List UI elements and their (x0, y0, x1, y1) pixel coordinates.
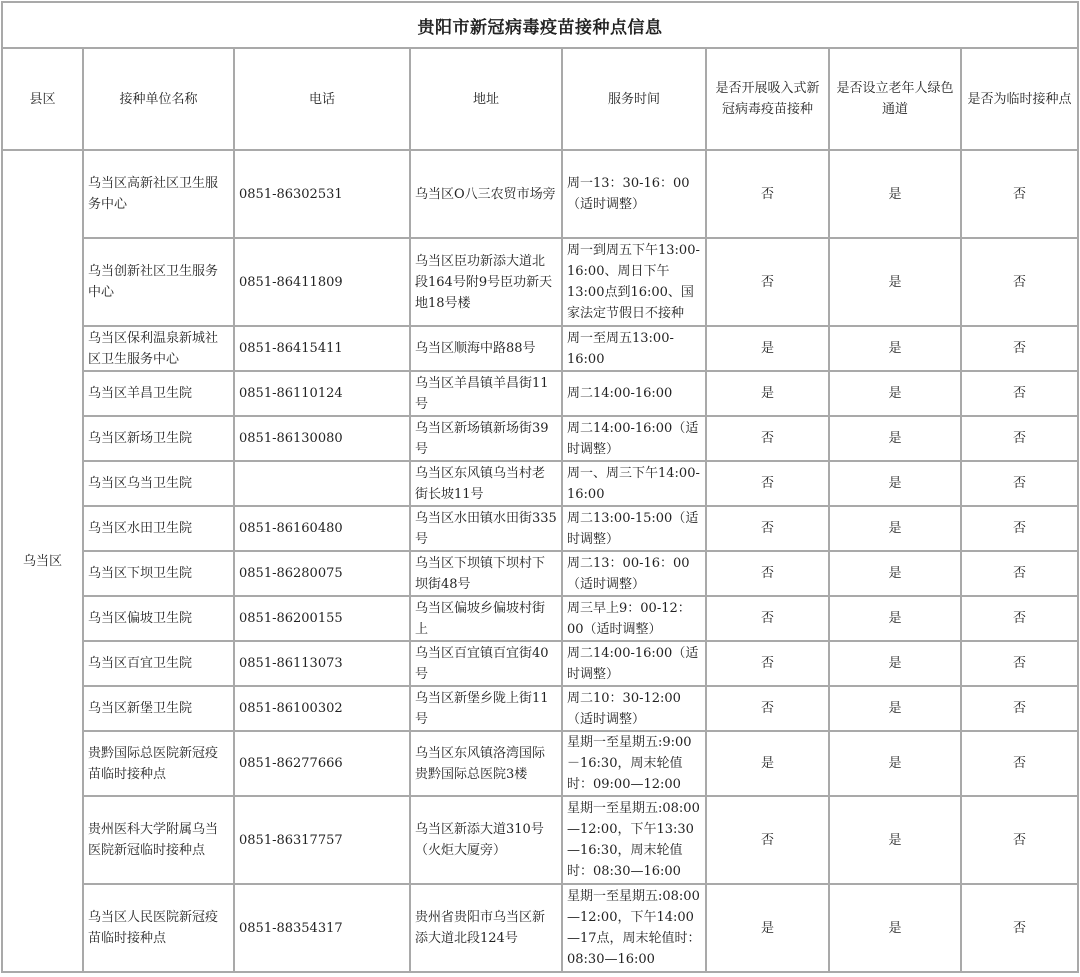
header-unit-name: 接种单位名称 (83, 48, 234, 150)
inhaled-vaccine-cell: 否 (706, 596, 829, 641)
vaccination-sites-table (1, 1, 1079, 973)
temporary-site-cell: 否 (961, 506, 1078, 551)
service-hours-cell: 周一到周五下午13:00-16:00、周日下午13:00点到16:00、国家法定节假日不接种 (562, 238, 706, 326)
inhaled-vaccine-cell: 是 (706, 731, 829, 796)
address-cell: 乌当区顺海中路88号 (410, 326, 562, 371)
header-elderly-green-channel: 是否设立老年人绿色通道 (829, 48, 961, 150)
table-row (2, 686, 1078, 731)
table-row (2, 461, 1078, 506)
header-address: 地址 (410, 48, 562, 150)
unit-name-cell: 贵黔国际总医院新冠疫苗临时接种点 (83, 731, 234, 796)
inhaled-vaccine-cell: 否 (706, 551, 829, 596)
elderly-green-channel-cell: 是 (829, 796, 961, 884)
table-row (2, 551, 1078, 596)
elderly-green-channel-cell: 是 (829, 461, 961, 506)
service-hours-cell: 周二14:00-16:00（适时调整） (562, 641, 706, 686)
elderly-green-channel-cell: 是 (829, 238, 961, 326)
phone-cell: 0851-86130080 (234, 416, 410, 461)
temporary-site-cell: 否 (961, 461, 1078, 506)
temporary-site-cell: 否 (961, 884, 1078, 972)
temporary-site-cell: 否 (961, 796, 1078, 884)
elderly-green-channel-cell: 是 (829, 371, 961, 416)
unit-name-cell: 乌当区百宜卫生院 (83, 641, 234, 686)
address-cell: 乌当区新场镇新场街39号 (410, 416, 562, 461)
temporary-site-cell: 否 (961, 150, 1078, 238)
inhaled-vaccine-cell: 是 (706, 326, 829, 371)
elderly-green-channel-cell: 是 (829, 416, 961, 461)
service-hours-cell: 星期一至星期五:08:00—12:00，下午13:30—16:30，周末轮值时：08:30—16:00 (562, 796, 706, 884)
unit-name-cell: 贵州医科大学附属乌当医院新冠临时接种点 (83, 796, 234, 884)
temporary-site-cell: 否 (961, 416, 1078, 461)
address-cell: 乌当区羊昌镇羊昌街11号 (410, 371, 562, 416)
table-row (2, 150, 1078, 238)
header-inhaled-vaccine: 是否开展吸入式新冠病毒疫苗接种 (706, 48, 829, 150)
phone-cell: 0851-88354317 (234, 884, 410, 972)
phone-cell: 0851-86302531 (234, 150, 410, 238)
elderly-green-channel-cell: 是 (829, 551, 961, 596)
address-cell: 乌当区O八三农贸市场旁 (410, 150, 562, 238)
elderly-green-channel-cell: 是 (829, 884, 961, 972)
header-county: 县区 (2, 48, 83, 150)
phone-cell: 0851-86110124 (234, 371, 410, 416)
unit-name-cell: 乌当区新堡卫生院 (83, 686, 234, 731)
phone-cell: 0851-86317757 (234, 796, 410, 884)
table-title: 贵阳市新冠病毒疫苗接种点信息 (2, 2, 1078, 48)
table-row (2, 371, 1078, 416)
elderly-green-channel-cell: 是 (829, 506, 961, 551)
address-cell: 乌当区东风镇洛湾国际贵黔国际总医院3楼 (410, 731, 562, 796)
county-cell: 乌当区 (2, 150, 83, 972)
header-row (2, 48, 1078, 150)
inhaled-vaccine-cell: 否 (706, 686, 829, 731)
temporary-site-cell: 否 (961, 371, 1078, 416)
vaccination-sites-sheet (1, 1, 1077, 973)
unit-name-cell: 乌当区下坝卫生院 (83, 551, 234, 596)
inhaled-vaccine-cell: 否 (706, 150, 829, 238)
unit-name-cell: 乌当区偏坡卫生院 (83, 596, 234, 641)
temporary-site-cell: 否 (961, 641, 1078, 686)
unit-name-cell: 乌当区人民医院新冠疫苗临时接种点 (83, 884, 234, 972)
address-cell: 乌当区臣功新添大道北段164号附9号臣功新天地18号楼 (410, 238, 562, 326)
address-cell: 乌当区新堡乡陇上街11号 (410, 686, 562, 731)
phone-cell: 0851-86415411 (234, 326, 410, 371)
unit-name-cell: 乌当区水田卫生院 (83, 506, 234, 551)
address-cell: 乌当区百宜镇百宜街40号 (410, 641, 562, 686)
service-hours-cell: 周三早上9：00-12：00（适时调整） (562, 596, 706, 641)
table-row (2, 596, 1078, 641)
inhaled-vaccine-cell: 否 (706, 796, 829, 884)
table-row (2, 238, 1078, 326)
unit-name-cell: 乌当区新场卫生院 (83, 416, 234, 461)
address-cell: 贵州省贵阳市乌当区新添大道北段124号 (410, 884, 562, 972)
service-hours-cell: 周一至周五13:00-16:00 (562, 326, 706, 371)
table-row (2, 416, 1078, 461)
phone-cell: 0851-86160480 (234, 506, 410, 551)
address-cell: 乌当区偏坡乡偏坡村街上 (410, 596, 562, 641)
header-service-hours: 服务时间 (562, 48, 706, 150)
elderly-green-channel-cell: 是 (829, 596, 961, 641)
service-hours-cell: 星期一至星期五:08:00—12:00，下午14:00—17点，周末轮值时：08:30—16:00 (562, 884, 706, 972)
table-row (2, 641, 1078, 686)
address-cell: 乌当区水田镇水田街335号 (410, 506, 562, 551)
service-hours-cell: 周一13：30-16：00（适时调整） (562, 150, 706, 238)
temporary-site-cell: 否 (961, 596, 1078, 641)
phone-cell: 0851-86100302 (234, 686, 410, 731)
address-cell: 乌当区东风镇乌当村老街长坡11号 (410, 461, 562, 506)
elderly-green-channel-cell: 是 (829, 150, 961, 238)
service-hours-cell: 周一、周三下午14:00-16:00 (562, 461, 706, 506)
inhaled-vaccine-cell: 否 (706, 506, 829, 551)
temporary-site-cell: 否 (961, 551, 1078, 596)
header-temporary-site: 是否为临时接种点 (961, 48, 1078, 150)
address-cell: 乌当区下坝镇下坝村下坝街48号 (410, 551, 562, 596)
elderly-green-channel-cell: 是 (829, 686, 961, 731)
unit-name-cell: 乌当创新社区卫生服务中心 (83, 238, 234, 326)
temporary-site-cell: 否 (961, 731, 1078, 796)
table-row (2, 326, 1078, 371)
phone-cell: 0851-86280075 (234, 551, 410, 596)
elderly-green-channel-cell: 是 (829, 641, 961, 686)
unit-name-cell: 乌当区保利温泉新城社区卫生服务中心 (83, 326, 234, 371)
service-hours-cell: 周二10：30-12:00（适时调整） (562, 686, 706, 731)
elderly-green-channel-cell: 是 (829, 326, 961, 371)
inhaled-vaccine-cell: 是 (706, 371, 829, 416)
header-phone: 电话 (234, 48, 410, 150)
phone-cell: 0851-86200155 (234, 596, 410, 641)
inhaled-vaccine-cell: 否 (706, 461, 829, 506)
service-hours-cell: 周二14:00-16:00（适时调整） (562, 416, 706, 461)
temporary-site-cell: 否 (961, 326, 1078, 371)
service-hours-cell: 星期一至星期五:9:00－16:30，周末轮值时：09:00—12:00 (562, 731, 706, 796)
phone-cell: 0851-86113073 (234, 641, 410, 686)
unit-name-cell: 乌当区乌当卫生院 (83, 461, 234, 506)
table-row (2, 796, 1078, 884)
inhaled-vaccine-cell: 是 (706, 884, 829, 972)
unit-name-cell: 乌当区高新社区卫生服务中心 (83, 150, 234, 238)
phone-cell: 0851-86277666 (234, 731, 410, 796)
phone-cell (234, 461, 410, 506)
table-body (2, 150, 1078, 972)
table-row (2, 884, 1078, 972)
inhaled-vaccine-cell: 否 (706, 238, 829, 326)
phone-cell: 0851-86411809 (234, 238, 410, 326)
inhaled-vaccine-cell: 否 (706, 416, 829, 461)
table-row (2, 731, 1078, 796)
table-row (2, 506, 1078, 551)
temporary-site-cell: 否 (961, 686, 1078, 731)
temporary-site-cell: 否 (961, 238, 1078, 326)
service-hours-cell: 周二13：00-16：00（适时调整） (562, 551, 706, 596)
service-hours-cell: 周二14:00-16:00 (562, 371, 706, 416)
service-hours-cell: 周二13:00-15:00（适时调整） (562, 506, 706, 551)
address-cell: 乌当区新添大道310号（火炬大厦旁） (410, 796, 562, 884)
inhaled-vaccine-cell: 否 (706, 641, 829, 686)
elderly-green-channel-cell: 是 (829, 731, 961, 796)
unit-name-cell: 乌当区羊昌卫生院 (83, 371, 234, 416)
